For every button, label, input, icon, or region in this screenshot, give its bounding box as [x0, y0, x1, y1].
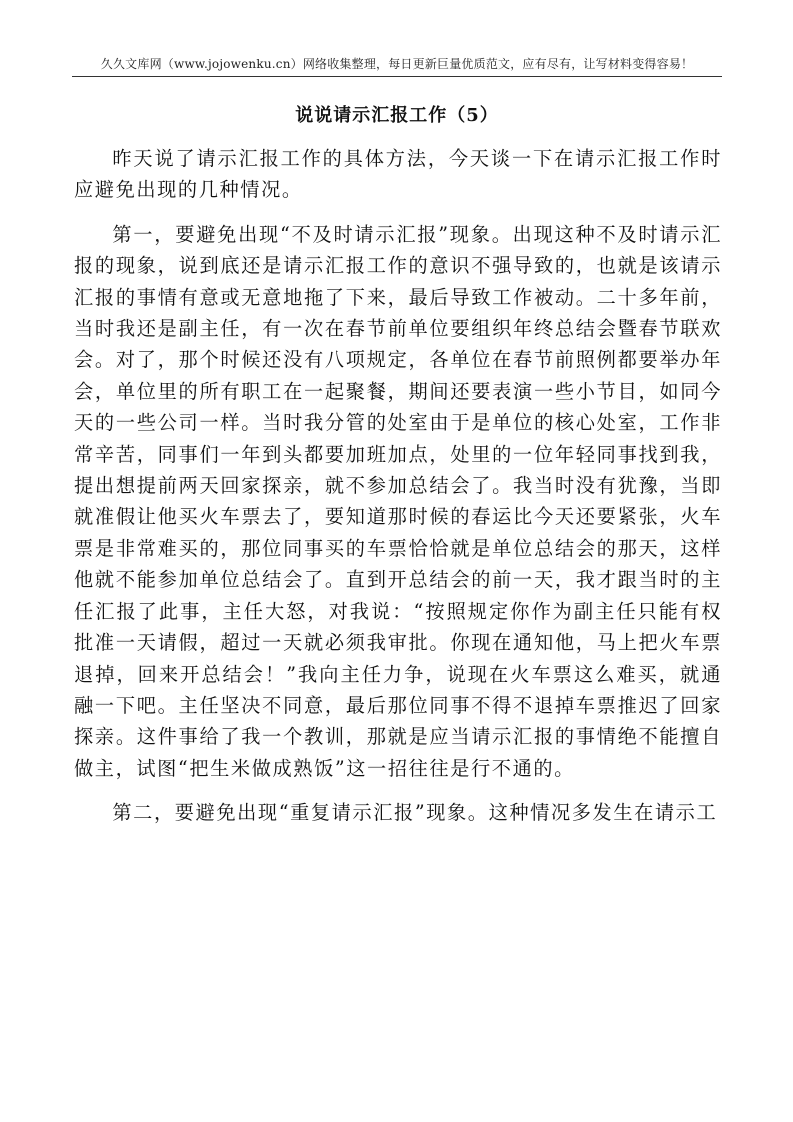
- header-divider: [72, 76, 722, 77]
- page-header: 久久文库网（www.jojowenku.cn）网络收集整理，每日更新巨量优质范文，应有尽有，让写材料变得容易！: [100, 57, 694, 71]
- paragraph-intro: 昨天说了请示汇报工作的具体方法，今天谈一下在请示汇报工作时应避免出现的几种情况。: [74, 147, 722, 202]
- paragraph-second-point: 第二，要避免出现“重复请示汇报”现象。这种情况多发生在请示工: [112, 801, 718, 825]
- document-body: [74, 143, 722, 842]
- document-title: 说说请示汇报工作（5）: [295, 105, 499, 126]
- paragraph-first-point: 第一，要避免出现“不及时请示汇报”现象。出现这种不及时请示汇报的现象，说到底还是请示汇报工作的意识不强导致的，也就是该请示汇报的事情有意或无意地拖了下来，最后导致工作被动。二十多年前，当时我还是副主任，有一次在春节前单位要组织年终总结会暨春节联欢会。对了，那个时候还没有八项规定，各单位在春节前照例都要举办年会，单位里的所有职工在一起聚餐，期间还要表演一些小节目，如同今天的一些公司一样。当时我分管的处室由于是单位的核心处室，工作非常辛苦，同事们一年到头都要加班加点，处里的一位年轻同事找到我，提出想提前两天回家探亲，就不参加总结会了。我当时没有犹豫，当即就准假让他买火车票去了，要知道那时候的春运比今天还要紧张，火车票是非常难买的，那位同事买的车票恰恰就是单位总结会的那天，这样他就不能参加单位总结会了。直到开总结会的前一天，我才跟当时的主任汇报了此事，主任大怒，对我说：“按照规定你作为副主任只能有权批准一天请假，超过一天就必须我审批。你现在通知他，马上把火车票退掉，回来开总结会！”我向主任力争，说现在火车票这么难买，就通融一下吧。主任坚决不同意，最后那位同事不得不退掉车票推迟了回家探亲。这件事给了我一个教训，那就是应当请示汇报的事情绝不能擅自做主，试图“把生米做成熟饭”这一招往往是行不通的。: [74, 222, 722, 780]
